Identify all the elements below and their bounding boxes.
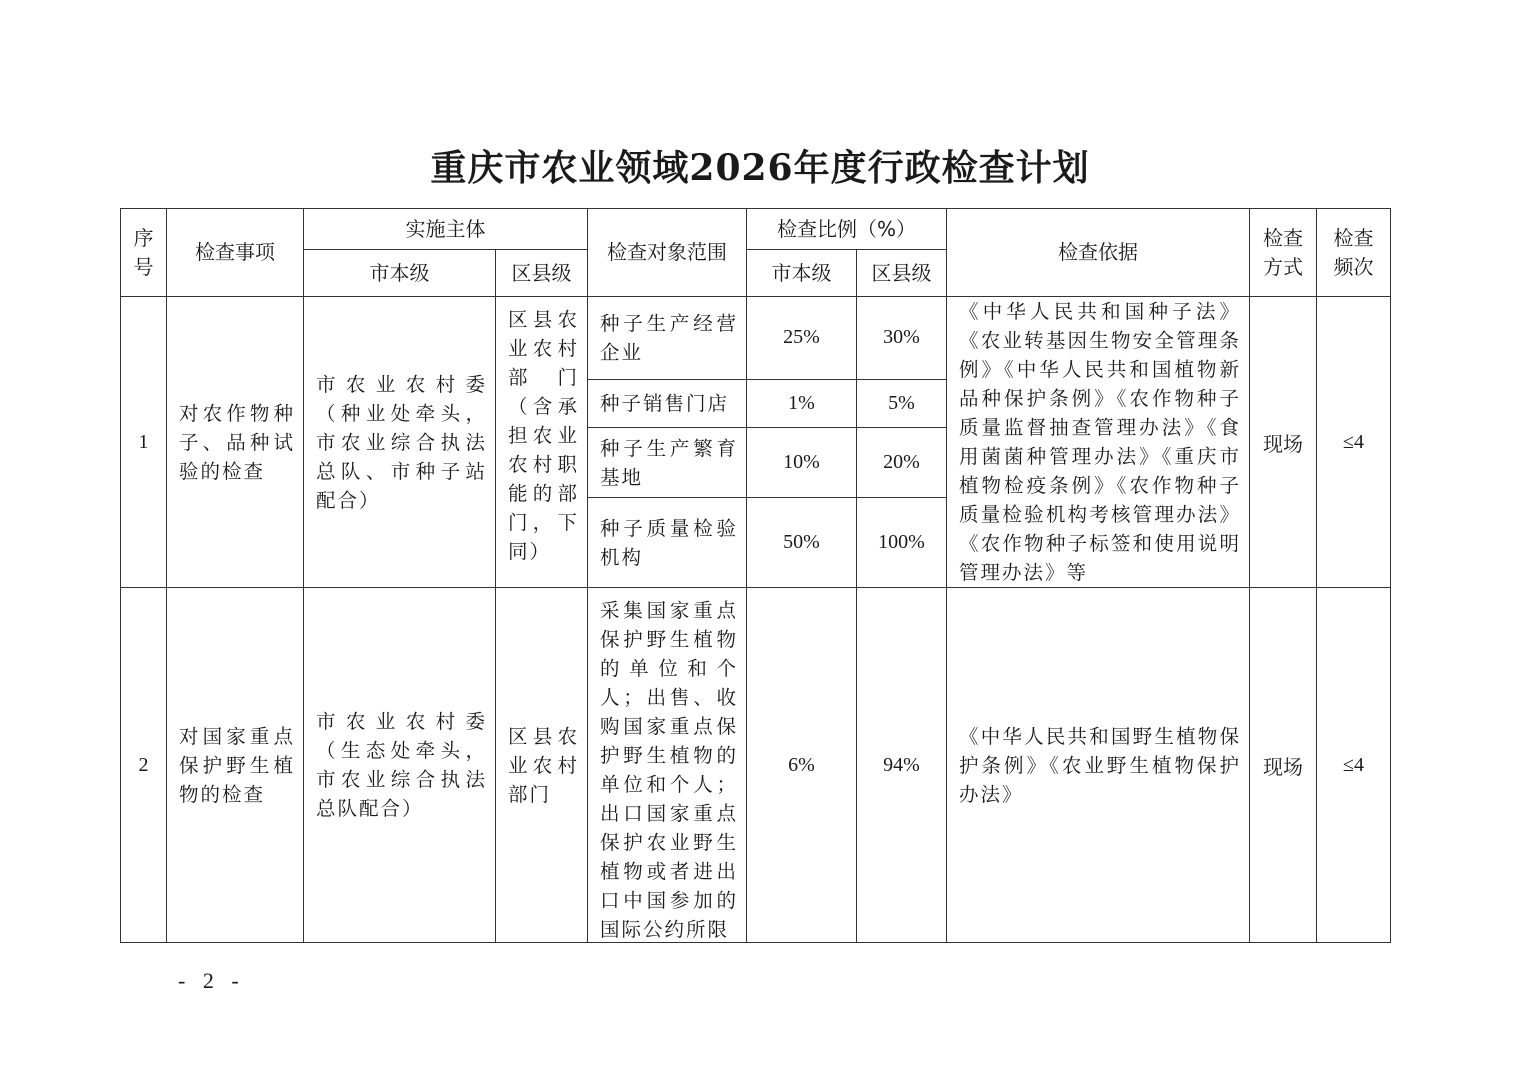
row-basis: 《中华人民共和国野生植物保护条例》《农业野生植物保护办法》 bbox=[947, 588, 1250, 943]
page-number: - 2 - bbox=[178, 968, 245, 993]
row-scope: 种子生产经营企业 bbox=[588, 297, 747, 380]
header-scope: 检查对象范围 bbox=[588, 209, 747, 297]
row-subject-county: 区县农业农村部门（含承担农业农村职能的部门，下同） bbox=[496, 297, 588, 588]
row-item: 对农作物种子、品种试验的检查 bbox=[167, 297, 304, 588]
header-subject-county: 区县级 bbox=[496, 250, 588, 297]
row-ratio-county: 20% bbox=[857, 427, 947, 497]
header-method: 检查方式 bbox=[1250, 209, 1317, 297]
row-ratio-city: 1% bbox=[747, 379, 857, 427]
row-ratio-county: 94% bbox=[857, 588, 947, 943]
row-subject-city: 市农业农村委（生态处牵头，市农业综合执法总队配合） bbox=[304, 588, 496, 943]
row-method: 现场 bbox=[1250, 297, 1317, 588]
row-ratio-city: 25% bbox=[747, 297, 857, 380]
row-ratio-city: 6% bbox=[747, 588, 857, 943]
row-ratio-county: 30% bbox=[857, 297, 947, 380]
row-scope-cell bbox=[588, 588, 747, 943]
row-seq: 1 bbox=[121, 297, 167, 588]
row-basis: 《中华人民共和国种子法》《农业转基因生物安全管理条例》《中华人民共和国植物新品种保护条例》《农作物种子质量监督抽查管理办法》《食用菌菌种管理办法》《重庆市植物检疫条例》《农作物种子质量检验机构考核管理办法》《农作物种子标签和使用说明管理办法》等 bbox=[947, 297, 1250, 588]
row-subject-city: 市农业农村委（种业处牵头，市农业综合执法总队、市种子站配合） bbox=[304, 297, 496, 588]
header-ratio-county: 区县级 bbox=[857, 250, 947, 297]
header-subject: 实施主体 bbox=[304, 209, 588, 250]
row-scope: 种子质量检验机构 bbox=[588, 498, 747, 588]
inspection-plan-table bbox=[120, 208, 1391, 943]
row-method: 现场 bbox=[1250, 588, 1317, 943]
row-scope: 种子销售门店 bbox=[588, 379, 747, 427]
table-row bbox=[121, 297, 1391, 380]
row-scope: 种子生产繁育基地 bbox=[588, 427, 747, 497]
row-ratio-city: 50% bbox=[747, 498, 857, 588]
header-basis: 检查依据 bbox=[947, 209, 1250, 297]
header-item: 检查事项 bbox=[167, 209, 304, 297]
header-subject-city: 市本级 bbox=[304, 250, 496, 297]
row-freq: ≤4 bbox=[1317, 588, 1391, 943]
row-freq: ≤4 bbox=[1317, 297, 1391, 588]
row-ratio-county: 5% bbox=[857, 379, 947, 427]
table-row bbox=[121, 588, 1391, 943]
row-ratio-city: 10% bbox=[747, 427, 857, 497]
row-item: 对国家重点保护野生植物的检查 bbox=[167, 588, 304, 943]
row-scope: 采集国家重点保护野生植物的单位和个人；出售、收购国家重点保护野生植物的单位和个人；出口国家重点保护农业野生植物或者进出口中国参加的国际公约所限 bbox=[600, 599, 738, 941]
page-title: 重庆市农业领域2026年度行政检查计划 bbox=[430, 147, 1090, 189]
row-subject-county: 区县农业农村部门 bbox=[496, 588, 588, 943]
header-ratio: 检查比例（%） bbox=[747, 209, 947, 250]
header-freq: 检查频次 bbox=[1317, 209, 1391, 297]
header-seq: 序号 bbox=[121, 209, 167, 297]
header-ratio-city: 市本级 bbox=[747, 250, 857, 297]
row-ratio-county: 100% bbox=[857, 498, 947, 588]
row-seq: 2 bbox=[121, 588, 167, 943]
